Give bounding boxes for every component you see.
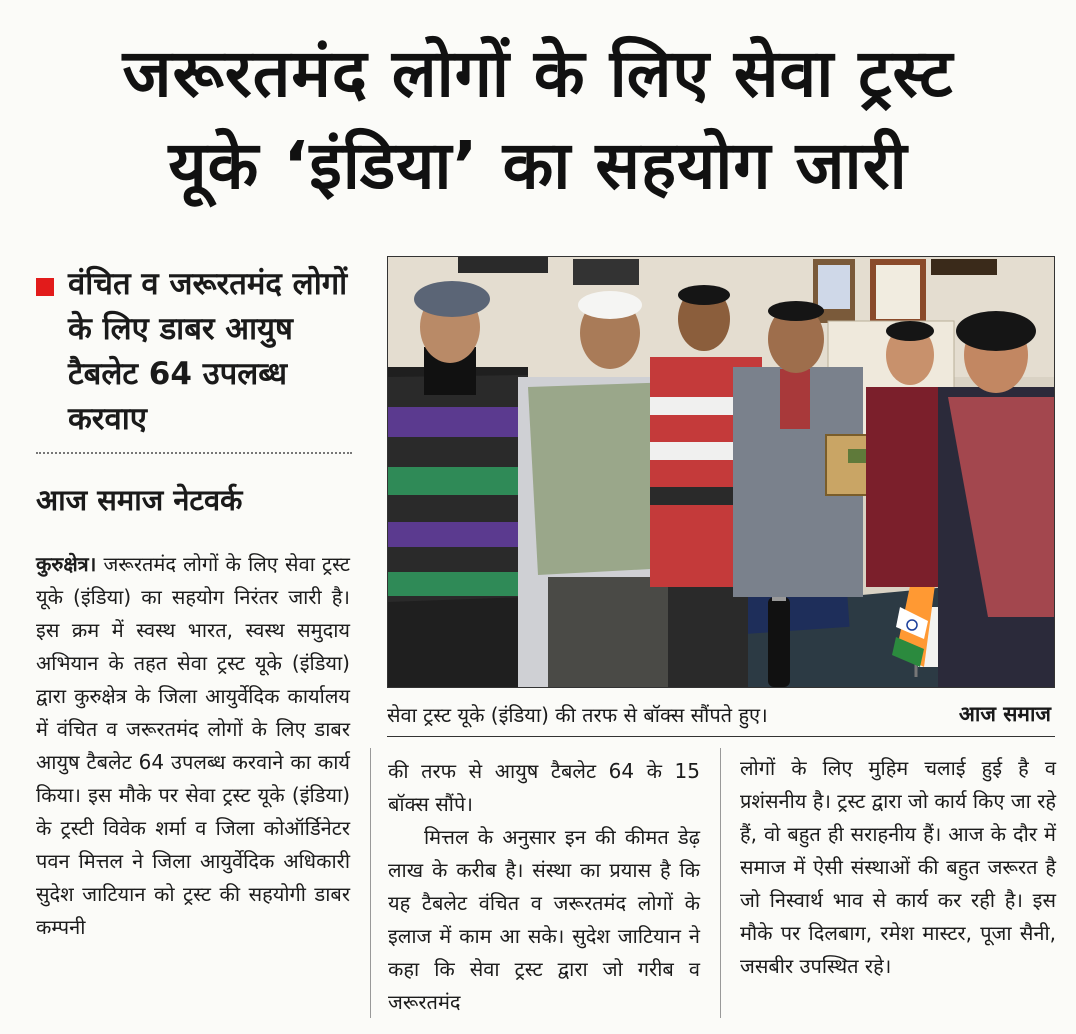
byline: आज समाज नेटवर्क (36, 483, 243, 517)
article-col2-para2: मित्तल के अनुसार इन की कीमत डेढ़ लाख के करीब है। संस्था का प्रयास है कि यह टैबलेट वंचित व जरूरतमंद लोगों के इलाज में काम आ सके। सुदेश जाटियान ने कहा कि सेवा ट्रस्ट द्वारा जो गरीब व जरूरतमंद (388, 825, 700, 1014)
dotted-divider (36, 452, 352, 454)
article-column-2 (388, 755, 700, 1019)
article-column-1 (36, 548, 350, 944)
headline (20, 28, 1056, 212)
news-photo (387, 256, 1055, 688)
article-col2-para1: की तरफ से आयुष टैबलेट 64 के 15 बॉक्स सौंपे। (388, 759, 700, 816)
headline-line-1: जरूरतमंद लोगों के लिए सेवा ट्रस्ट (122, 35, 954, 112)
column-separator (720, 748, 721, 1018)
red-square-bullet-icon (36, 278, 54, 296)
photo-credit: आज समाज (958, 702, 1051, 726)
summary-box (36, 262, 356, 442)
caption-rule (387, 736, 1055, 737)
dateline: कुरुक्षेत्र। (36, 552, 97, 576)
article-col1-text: जरूरतमंद लोगों के लिए सेवा ट्रस्ट यूके (इंडिया) का सहयोग निरंतर जारी है। इस क्रम में स्वस्थ भारत, स्वस्थ समुदाय अभियान के तहत सेवा ट्रस्ट यूके (इंडिया) द्वारा कुरुक्षेत्र के जिला आयुर्वेदिक कार्यालय में वंचित व जरूरतमंद लोगों के लिए डाबर आयुष टैबलेट 64 उपलब्ध करवाने का कार्य किया। इस मौके पर सेवा ट्रस्ट यूके (इंडिया) के ट्रस्टी विवेक शर्मा व जिला कोऑर्डिनेटर पवन मित्तल ने जिला आयुर्वेदिक अधिकारी सुदेश जाटियान को ट्रस्ट की सहयोगी डाबर कम्पनी (36, 552, 350, 939)
column-separator (370, 748, 371, 1018)
article-col3-text: लोगों के लिए मुहिम चलाई हुई है व प्रशंसनीय है। ट्रस्ट द्वारा जो कार्य किए जा रहे हैं, वो बहुत ही सराहनीय हैं। आज के दौर में समाज में ऐसी संस्थाओं की बहुत जरूरत है जो निस्वार्थ भाव से कार्य कर रही है। इस मौके पर दिलबाग, रमेश मास्टर, पूजा सैनी, जसबीर उपस्थित रहे। (740, 756, 1056, 978)
article-column-3 (740, 752, 1056, 983)
summary-text: वंचित व जरूरतमंद लोगों के लिए डाबर आयुष टैबलेट 64 उपलब्ध करवाए (68, 266, 348, 437)
photo-caption: सेवा ट्रस्ट यूके (इंडिया) की तरफ से बॉक्स सौंपते हुए। (387, 702, 768, 727)
headline-line-2: यूके ‘इंडिया’ का सहयोग जारी (168, 127, 908, 204)
photo-caption-bar (387, 694, 1055, 734)
